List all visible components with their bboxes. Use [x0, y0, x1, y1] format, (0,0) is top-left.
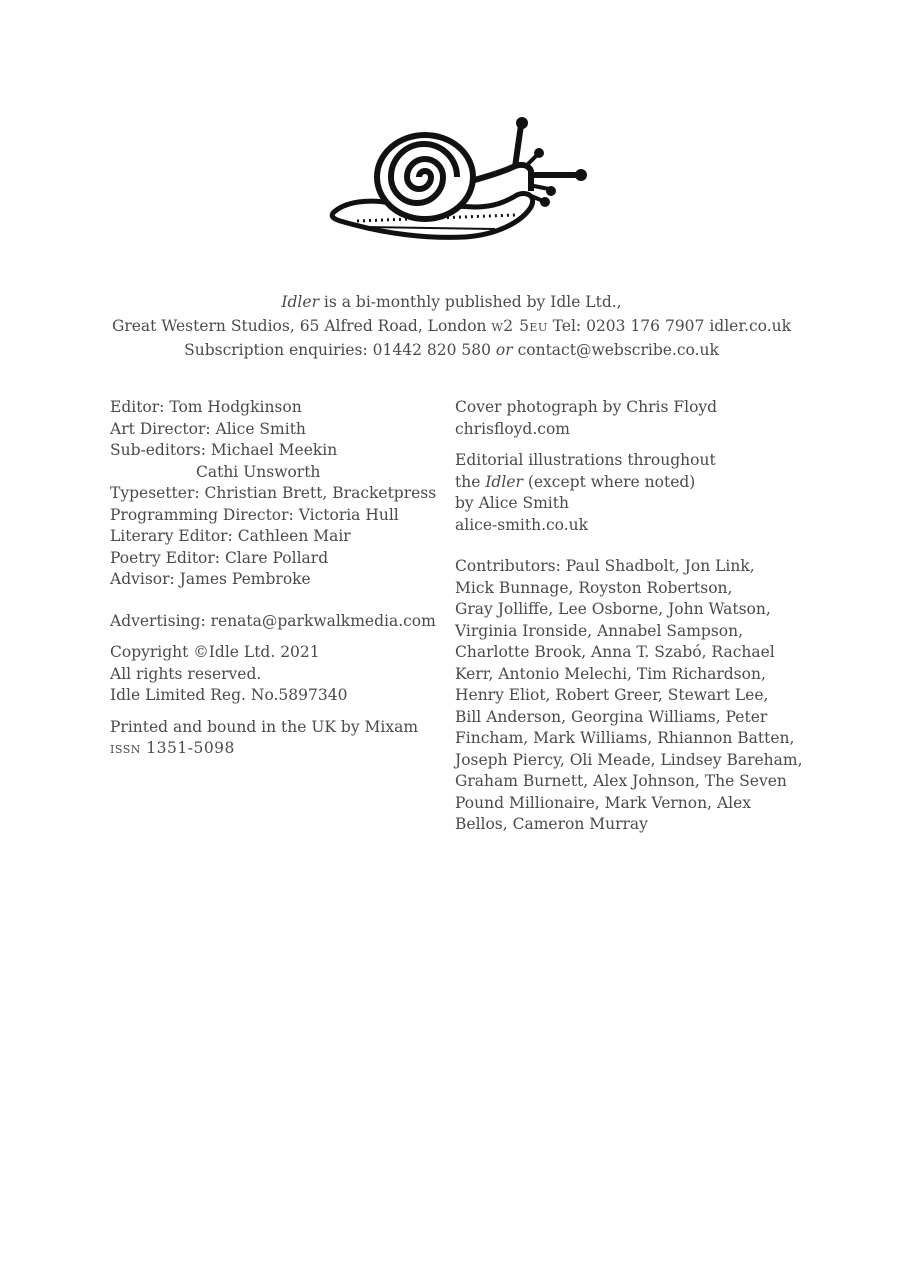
masthead-postcode: w2 5eu — [491, 317, 548, 335]
advisor-credit: Advisor: James Pembroke — [110, 570, 311, 588]
contributors-line: Bellos, Cameron Murray — [455, 815, 648, 833]
masthead-address: Great Western Studios, 65 Alfred Road, London — [111, 317, 492, 335]
illustration-note: (except where noted) — [522, 472, 696, 491]
credits-right-column — [455, 397, 803, 836]
contributors-line: Mick Bunnage, Royston Robertson, — [455, 578, 733, 597]
subscription-email: contact@webscribe.co.uk — [512, 341, 719, 359]
masthead — [0, 290, 903, 362]
contributors-line: Pound Millionaire, Mark Vernon, Alex — [455, 793, 752, 812]
masthead-title: Idler — [281, 293, 319, 311]
snail-logo — [325, 115, 590, 245]
contributors-line: Graham Burnett, Alex Johnson, The Seven — [455, 772, 787, 790]
copyright-notice: Copyright ©Idle Ltd. 2021 — [110, 643, 320, 661]
literary-editor-credit: Literary Editor: Cathleen Mair — [110, 527, 351, 545]
contributors-line: Fincham, Mark Williams, Rhiannon Batten, — [455, 729, 795, 747]
subscription-phone: Subscription enquiries: 01442 820 580 — [184, 341, 496, 359]
contributors-list — [455, 556, 803, 836]
masthead-line-3 — [0, 338, 903, 362]
illustration-url: alice-smith.co.uk — [455, 515, 589, 534]
contributors-line: Gray Jolliffe, Lee Osborne, John Watson, — [455, 600, 771, 618]
subscription-or: or — [495, 341, 513, 359]
contributors-line: Charlotte Brook, Anna T. Szabó, Rachael — [455, 643, 775, 661]
contributors-line: Kerr, Antonio Melechi, Tim Richardson, — [455, 664, 766, 683]
masthead-line-1 — [0, 290, 903, 314]
programming-director-credit: Programming Director: Victoria Hull — [110, 505, 399, 524]
illustration-the: the — [455, 472, 486, 491]
cover-photo-url: chrisfloyd.com — [455, 419, 570, 438]
contributors-line: Henry Eliot, Robert Greer, Stewart Lee, — [455, 686, 769, 704]
sub-editors-credit: Sub-editors: Michael Meekin — [110, 441, 338, 459]
editor-credit: Editor: Tom Hodgkinson — [110, 398, 302, 416]
art-director-credit: Art Director: Alice Smith — [110, 419, 306, 438]
masthead-line-2 — [0, 314, 903, 338]
cover-photo-credit: Cover photograph by Chris Floyd — [455, 398, 718, 416]
issn-number: issn 1351-5098 — [110, 739, 235, 757]
advertising-contact: Advertising: renata@parkwalkmedia.com — [110, 611, 436, 630]
masthead-publisher: is a bi-monthly published by Idle Ltd., — [318, 293, 622, 311]
illustration-title: Idler — [485, 472, 523, 491]
contributors-line: Bill Anderson, Georgina Williams, Peter — [455, 707, 768, 726]
illustration-credit-1: Editorial illustrations throughout — [455, 451, 716, 469]
printer-credit: Printed and bound in the UK by Mixam — [110, 717, 419, 736]
credits-left-column — [110, 397, 440, 760]
contributors-line: Contributors: Paul Shadbolt, Jon Link, — [455, 557, 755, 575]
contributors-line: Joseph Piercy, Oli Meade, Lindsey Bareham, — [455, 750, 803, 769]
contributors-line: Virginia Ironside, Annabel Sampson, — [455, 621, 744, 640]
illustration-credit-3: by Alice Smith — [455, 494, 569, 512]
illustration-credit-2 — [455, 472, 785, 494]
registration-number: Idle Limited Reg. No.5897340 — [110, 686, 348, 704]
snail-icon — [325, 115, 590, 245]
sub-editors-credit-2: Cathi Unsworth — [196, 462, 321, 481]
typesetter-credit: Typesetter: Christian Brett, Bracketpress — [110, 484, 437, 502]
masthead-contact: Tel: 0203 176 7907 idler.co.uk — [547, 317, 792, 335]
poetry-editor-credit: Poetry Editor: Clare Pollard — [110, 548, 329, 567]
rights-notice: All rights reserved. — [110, 664, 262, 683]
